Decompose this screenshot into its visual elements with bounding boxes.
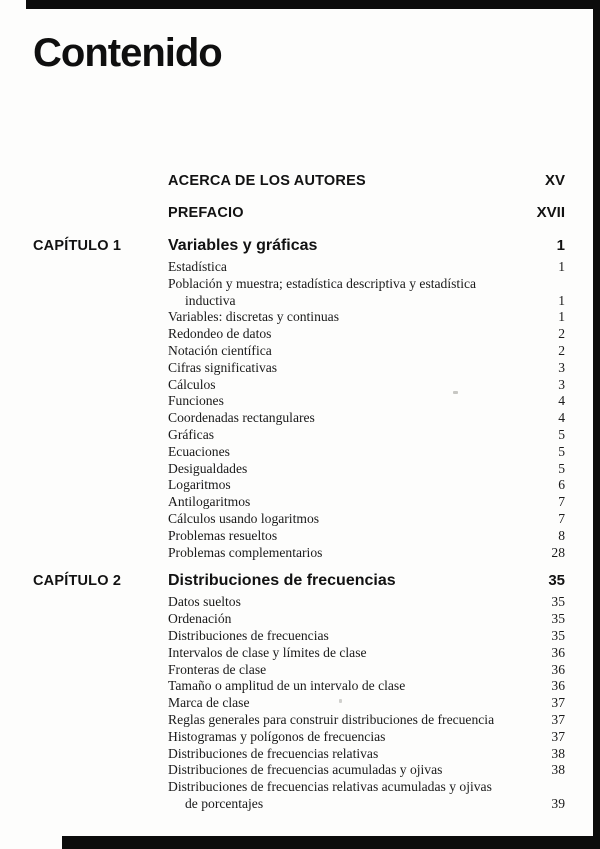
entry-page-number: 39 (551, 795, 565, 811)
entry-label (168, 662, 529, 679)
entry-text: Variables: discretas y continuas (168, 309, 340, 325)
chapter-heading (33, 236, 565, 256)
entry-text: Distribuciones de frecuencias acumuladas y ojivas (168, 762, 443, 778)
entry-text: Problemas resueltos (168, 527, 278, 543)
entry-label (168, 779, 529, 813)
entry-text: Fronteras de clase (168, 661, 267, 677)
entry-page-number: 2 (558, 342, 565, 358)
toc-entry (168, 461, 565, 478)
entry-label (168, 528, 529, 545)
entry-text: Ordenación (168, 611, 232, 627)
front-matter-label: ACERCA DE LOS AUTORES (168, 173, 366, 189)
scan-edge-right (593, 0, 600, 849)
entry-label (168, 594, 529, 611)
entry-text-continuation: inductiva (185, 292, 236, 308)
chapter-page-number: 35 (548, 572, 565, 590)
front-matter-list (33, 172, 565, 222)
entry-page-number: 5 (558, 426, 565, 442)
entry-text: Notación científica (168, 342, 272, 358)
entry-page-number: 37 (551, 711, 565, 727)
entry-text: Logaritmos (168, 477, 231, 493)
entry-label (168, 746, 529, 763)
entry-label (168, 461, 529, 478)
toc-entry (168, 444, 565, 461)
scan-edge-top (26, 0, 600, 9)
toc-entry (168, 528, 565, 545)
entry-page-number: 1 (558, 292, 565, 308)
chapter-page-number: 1 (556, 237, 565, 254)
entry-label (168, 545, 529, 562)
entry-page-number: 36 (551, 678, 565, 694)
chapter-2 (33, 571, 565, 812)
front-matter-page-number: XVII (536, 204, 565, 221)
toc-entry (168, 729, 565, 746)
entry-text: Distribuciones de frecuencias (168, 627, 329, 643)
entry-text: Cálculos usando logaritmos (168, 510, 320, 526)
toc-content (33, 30, 565, 813)
chapter-list (33, 236, 565, 813)
toc-entry (168, 779, 565, 813)
front-matter-label: PREFACIO (168, 205, 244, 221)
front-matter-row (168, 172, 565, 190)
entry-text: Población y muestra; estadística descriptiva y estadística (168, 275, 477, 291)
chapter-title: Variables y gráficas (168, 237, 318, 254)
entry-text: Coordenadas rectangulares (168, 410, 315, 426)
entry-page-number: 3 (558, 359, 565, 375)
entry-label (168, 410, 529, 427)
entry-text: Estadística (168, 259, 227, 274)
entry-text: Reglas generales para construir distribuciones de frecuencia (168, 711, 495, 727)
entry-text: Cifras significativas (168, 359, 278, 375)
chapter-entries (168, 259, 565, 561)
toc-entry (168, 377, 565, 394)
entry-text-continuation: de porcentajes (185, 795, 264, 811)
front-matter-page-number: XV (544, 172, 565, 189)
entry-page-number: 5 (558, 443, 565, 459)
toc-entry (168, 360, 565, 377)
chapter-heading (33, 571, 565, 591)
entry-page-number: 36 (551, 661, 565, 677)
toc-entry (168, 494, 565, 511)
toc-entry (168, 628, 565, 645)
entry-label (168, 343, 529, 360)
toc-entry (168, 695, 565, 712)
entry-text: Funciones (168, 393, 224, 409)
toc-entry (168, 393, 565, 410)
entry-label (168, 326, 529, 343)
page-title: Contenido (33, 31, 222, 75)
entry-page-number: 36 (551, 644, 565, 660)
chapter-number: CAPÍTULO 1 (33, 238, 122, 254)
entry-label (168, 259, 529, 276)
entry-page-number: 3 (558, 376, 565, 392)
toc-entry (168, 410, 565, 427)
entry-page-number: 35 (551, 611, 565, 627)
entry-page-number: 7 (558, 510, 565, 526)
entry-page-number: 35 (551, 627, 565, 643)
entry-label (168, 729, 529, 746)
entry-page-number: 1 (558, 259, 565, 274)
entry-text: Redondeo de datos (168, 326, 272, 342)
entry-label (168, 393, 529, 410)
entry-text: Distribuciones de frecuencias relativas (168, 745, 379, 761)
toc-entry (168, 746, 565, 763)
entry-label (168, 628, 529, 645)
entry-label (168, 444, 529, 461)
entry-text: Marca de clase (168, 695, 250, 711)
entry-label (168, 712, 529, 729)
toc-entry (168, 511, 565, 528)
entry-label (168, 360, 529, 377)
toc-entry (168, 712, 565, 729)
chapter-title: Distribuciones de frecuencias (168, 572, 396, 590)
entry-page-number: 28 (551, 544, 565, 560)
entry-text: Histogramas y polígonos de frecuencias (168, 728, 386, 744)
entry-text: Cálculos (168, 376, 216, 392)
toc-entry (168, 276, 565, 310)
entry-label (168, 762, 529, 779)
entry-text: Tamaño o amplitud de un intervalo de clase (168, 678, 406, 694)
entry-label (168, 377, 529, 394)
chapter-number: CAPÍTULO 2 (33, 573, 122, 590)
entry-label (168, 427, 529, 444)
toc-entry (168, 259, 565, 276)
front-matter-row (168, 204, 565, 222)
entry-label (168, 309, 529, 326)
entry-page-number: 37 (551, 728, 565, 744)
entry-page-number: 5 (558, 460, 565, 476)
entry-text: Datos sueltos (168, 594, 241, 610)
entry-page-number: 35 (551, 594, 565, 610)
toc-entry (168, 645, 565, 662)
entry-label (168, 678, 529, 695)
entry-page-number: 38 (551, 745, 565, 761)
entry-label (168, 494, 529, 511)
chapter-1 (33, 236, 565, 561)
entry-label (168, 695, 529, 712)
entry-label (168, 477, 529, 494)
toc-entry (168, 611, 565, 628)
toc-entry (168, 678, 565, 695)
toc-entry (168, 427, 565, 444)
toc-entry (168, 309, 565, 326)
toc-entry (168, 326, 565, 343)
entry-page-number: 4 (558, 393, 565, 409)
entry-text: Gráficas (168, 426, 215, 442)
toc-entry (168, 762, 565, 779)
entry-page-number: 2 (558, 326, 565, 342)
entry-label (168, 511, 529, 528)
entry-text: Desigualdades (168, 460, 248, 476)
toc-entry (168, 545, 565, 562)
entry-page-number: 4 (558, 410, 565, 426)
scan-edge-bottom (62, 836, 600, 849)
entry-label (168, 276, 529, 310)
toc-entry (168, 343, 565, 360)
entry-text: Antilogaritmos (168, 494, 251, 510)
entry-text: Ecuaciones (168, 443, 230, 459)
entry-text: Intervalos de clase y límites de clase (168, 644, 367, 660)
entry-page-number: 37 (551, 695, 565, 711)
entry-page-number: 7 (558, 494, 565, 510)
chapter-entries (168, 594, 565, 812)
entry-page-number: 6 (558, 477, 565, 493)
entry-page-number: 8 (558, 527, 565, 543)
entry-page-number: 38 (551, 762, 565, 778)
entry-text: Problemas complementarios (168, 544, 323, 560)
toc-entry (168, 477, 565, 494)
entry-label (168, 611, 529, 628)
entry-text: Distribuciones de frecuencias relativas acumuladas y ojivas (168, 779, 492, 795)
toc-entry (168, 594, 565, 611)
entry-page-number: 1 (558, 309, 565, 325)
toc-entry (168, 662, 565, 679)
entry-label (168, 645, 529, 662)
